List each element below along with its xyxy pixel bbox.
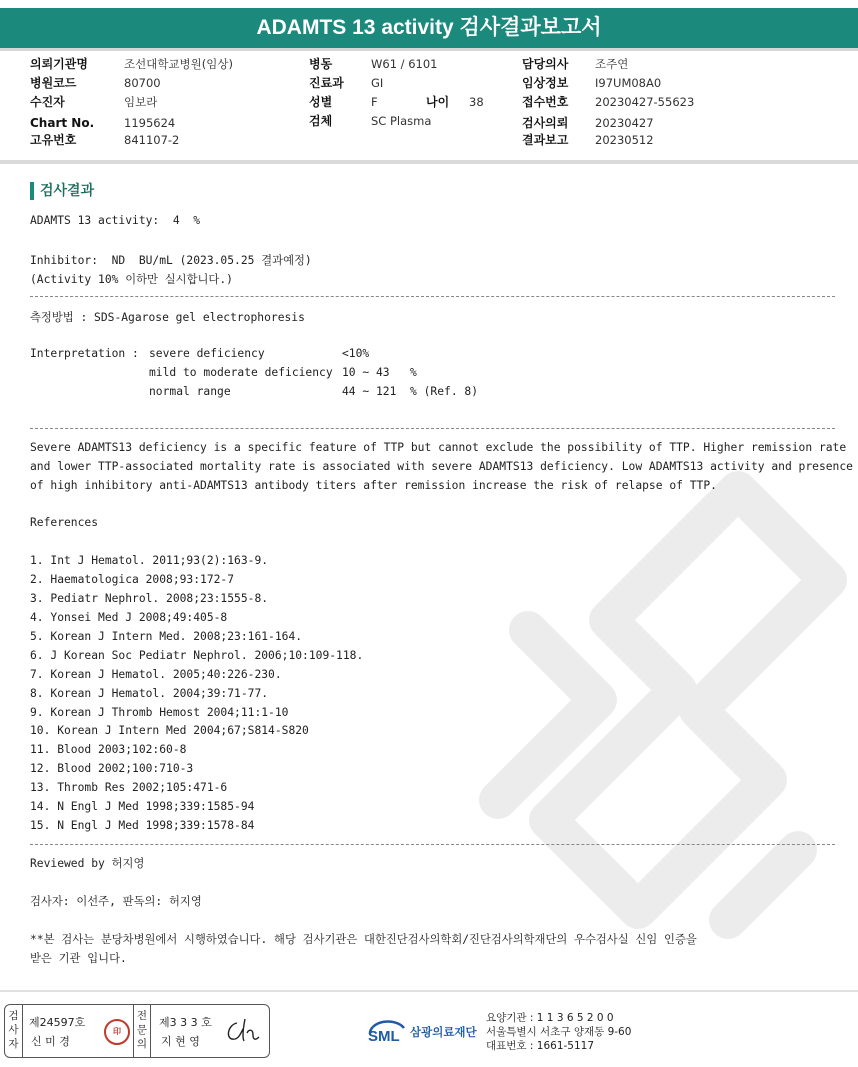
report-title: ADAMTS 13 activity 검사결과보고서 xyxy=(0,8,858,48)
contact-line: 요양기관 : 1 1 3 6 5 2 0 0 xyxy=(486,1012,614,1024)
examiner-number: 제24597호 xyxy=(29,1016,86,1029)
info-value: GI xyxy=(371,76,384,90)
reference-item: 1. Int J Hematol. 2011;93(2):163-9. xyxy=(30,554,269,567)
seal-stamp: 印 xyxy=(104,1019,130,1045)
reference-item: 3. Pediatr Nephrol. 2008;23:1555-8. xyxy=(30,592,269,605)
inhibitor-note: (Activity 10% 이하만 실시합니다.) xyxy=(30,273,233,286)
info-label: 접수번호 xyxy=(522,95,569,109)
signature-mark xyxy=(223,1015,263,1047)
info-value: 조선대학교병원(임상) xyxy=(124,57,233,71)
info-value: I97UM08A0 xyxy=(595,76,662,90)
sml-logo-icon xyxy=(366,1014,408,1048)
info-label: 결과보고 xyxy=(522,133,569,147)
info-value: 조주연 xyxy=(595,57,629,71)
description-line: Severe ADAMTS13 deficiency is a specific feature of TTP but cannot exclude the possibility of TTP. Higher remission rate xyxy=(30,441,847,454)
divider-dashed xyxy=(30,844,835,845)
info-label: 의뢰기관명 xyxy=(30,57,88,71)
info-value: W61 / 6101 xyxy=(371,57,438,71)
info-label: 병동 xyxy=(309,57,333,71)
header-divider xyxy=(0,48,858,51)
interpretation-name: severe deficiency xyxy=(149,347,265,360)
divider-dashed xyxy=(30,428,835,429)
info-label: 검사의뢰 xyxy=(522,116,569,130)
reference-item: 2. Haematologica 2008;93:172-7 xyxy=(30,573,235,586)
info-value: 임보라 xyxy=(124,95,158,109)
examiner-line: 검사자: 이선주, 판독의: 허지영 xyxy=(30,895,202,908)
info-label: 수진자 xyxy=(30,95,65,109)
reference-item: 10. Korean J Intern Med 2004;67;S814-S820 xyxy=(30,724,309,737)
section-title: 검사결과 xyxy=(30,182,94,200)
info-label: 담당의사 xyxy=(522,57,569,71)
reviewed-by: Reviewed by 허지영 xyxy=(30,857,145,870)
reference-item: 8. Korean J Hematol. 2004;39:71-77. xyxy=(30,687,269,700)
svg-text:SML: SML xyxy=(368,1028,400,1045)
method-line: 측정방법 : SDS-Agarose gel electrophoresis xyxy=(30,311,305,324)
reference-item: 14. N Engl J Med 1998;339:1585-94 xyxy=(30,800,255,813)
reference-item: 7. Korean J Hematol. 2005;40:226-230. xyxy=(30,668,282,681)
reference-item: 15. N Engl J Med 1998;339:1578-84 xyxy=(30,819,255,832)
info-label: 진료과 xyxy=(309,76,344,90)
description-line: of high inhibitory anti-ADAMTS13 antibody titers after remission increase the risk of relapse of TTP. xyxy=(30,479,717,492)
specialist-name: 지 현 영 xyxy=(161,1035,200,1048)
note-line: 받은 기관 입니다. xyxy=(30,952,127,965)
activity-result: ADAMTS 13 activity: 4 % xyxy=(30,214,201,227)
info-value: SC Plasma xyxy=(371,114,432,128)
info-label: 고유번호 xyxy=(30,133,77,147)
info-value: 80700 xyxy=(124,76,161,90)
signature-box xyxy=(4,1004,270,1058)
info-label: 검체 xyxy=(309,114,333,128)
inhibitor-result: Inhibitor: ND BU/mL (2023.05.25 결과예정) xyxy=(30,254,312,267)
interpretation-name: mild to moderate deficiency xyxy=(149,366,333,379)
description-line: and lower TTP-associated mortality rate is associated with severe ADAMTS13 deficiency. Low ADAMTS13 activity and presence xyxy=(30,460,853,473)
reference-item: 5. Korean J Intern Med. 2008;23:161-164. xyxy=(30,630,303,643)
interpretation-range: 10 ~ 43 % xyxy=(342,366,417,379)
interpretation-range: 44 ~ 121 % (Ref. 8) xyxy=(342,385,479,398)
specialist-label: 전문의 xyxy=(133,1005,151,1057)
reference-item: 13. Thromb Res 2002;105:471-6 xyxy=(30,781,228,794)
specialist-number: 제3 3 3 호 xyxy=(159,1016,212,1029)
reference-item: 9. Korean J Thromb Hemost 2004;11:1-10 xyxy=(30,706,289,719)
age-value: 38 xyxy=(469,95,484,109)
examiner-label: 검사자 xyxy=(5,1005,23,1057)
divider-dashed xyxy=(30,296,835,297)
contact-line: 대표번호 : 1661-5117 xyxy=(486,1040,595,1052)
reference-item: 6. J Korean Soc Pediatr Nephrol. 2006;10:109-118. xyxy=(30,649,364,662)
watermark-logo xyxy=(438,430,858,990)
examiner-name: 신 미 경 xyxy=(31,1035,70,1048)
info-label: 병원코드 xyxy=(30,76,77,90)
references-title: References xyxy=(30,516,99,529)
info-value: 20230427 xyxy=(595,116,654,130)
info-label: Chart No. xyxy=(30,116,95,130)
interpretation-label: Interpretation : xyxy=(30,347,139,360)
age-label: 나이 xyxy=(426,95,450,109)
reference-item: 11. Blood 2003;102:60-8 xyxy=(30,743,187,756)
interpretation-name: normal range xyxy=(149,385,231,398)
reference-item: 12. Blood 2002;100:710-3 xyxy=(30,762,194,775)
info-divider xyxy=(0,160,858,164)
info-value: F xyxy=(371,95,378,109)
note-line: **본 검사는 분당차병원에서 시행하였습니다. 해당 검사기관은 대한진단검사의학회/진단검사의학재단의 우수검사실 신임 인증을 xyxy=(30,933,697,946)
info-label: 성별 xyxy=(309,95,333,109)
info-label: 임상정보 xyxy=(522,76,569,90)
interpretation-range: <10% xyxy=(342,347,370,360)
reference-item: 4. Yonsei Med J 2008;49:405-8 xyxy=(30,611,228,624)
info-value: 20230427-55623 xyxy=(595,95,695,109)
info-value: 841107-2 xyxy=(124,133,180,147)
contact-info xyxy=(486,1011,631,1053)
sml-name: 삼광의료재단 xyxy=(410,1025,477,1039)
contact-line: 서울특별시 서초구 양재동 9-60 xyxy=(486,1026,632,1038)
info-value: 1195624 xyxy=(124,116,176,130)
info-value: 20230512 xyxy=(595,133,654,147)
